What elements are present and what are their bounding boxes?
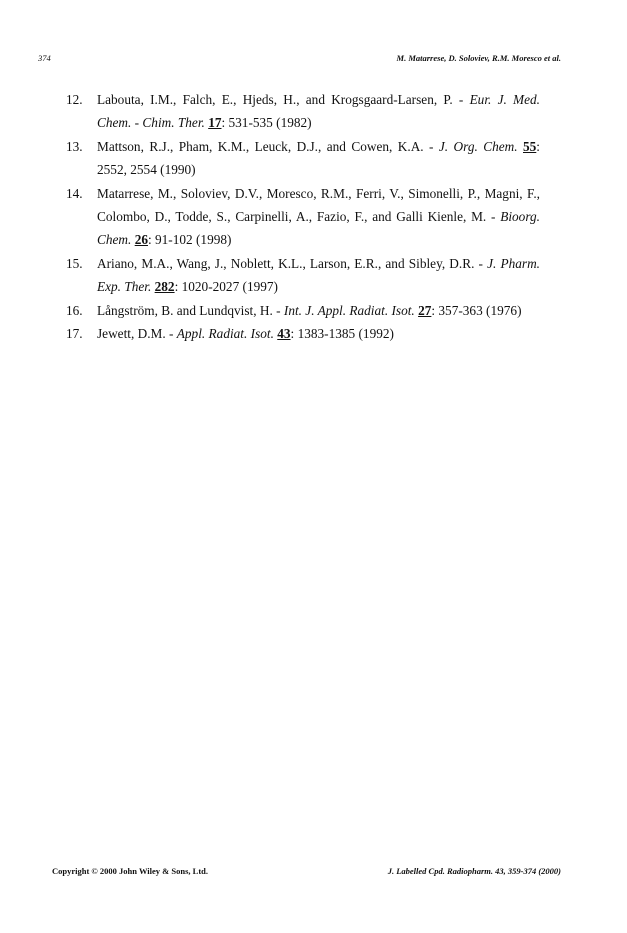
reference-journal: J. Org. Chem. bbox=[438, 138, 518, 154]
reference-journal: Eur. J. Med. Chem. - Chim. Ther. bbox=[97, 92, 541, 131]
reference-volume: 55 bbox=[523, 138, 537, 154]
reference-journal: Appl. Radiat. Isot. bbox=[176, 326, 274, 342]
running-head bbox=[0, 53, 627, 67]
page-number: 374 bbox=[38, 53, 51, 63]
reference-journal: Bioorg. Chem. bbox=[97, 209, 540, 248]
reference-authors: Matarrese, M., Soloviev, D.V., Moresco, R.M., Ferri, V., Simonelli, P., Magni, F., Colombo, D., Todde, S., Carpinelli, A., Fazio, F., and Galli Kienle, M. - bbox=[97, 185, 540, 225]
copyright-notice: Copyright © 2000 John Wiley & Sons, Ltd. bbox=[52, 866, 208, 876]
reference-pages: : 1020-2027 (1997) bbox=[174, 279, 278, 295]
reference-list bbox=[66, 88, 540, 345]
reference-volume: 43 bbox=[277, 326, 291, 342]
reference-pages: : 91-102 (1998) bbox=[147, 232, 232, 248]
reference-pages: : 2552, 2554 (1990) bbox=[97, 138, 540, 178]
reference-number: 16. bbox=[66, 302, 83, 318]
reference-volume: 26 bbox=[134, 232, 148, 248]
reference-item bbox=[66, 182, 540, 252]
reference-authors: Jewett, D.M. - bbox=[97, 326, 177, 342]
reference-volume: 17 bbox=[208, 115, 222, 131]
running-authors: M. Matarrese, D. Soloviev, R.M. Moresco et al. bbox=[396, 53, 561, 63]
reference-authors: Mattson, R.J., Pham, K.M., Leuck, D.J., and Cowen, K.A. - bbox=[97, 138, 439, 154]
reference-item bbox=[66, 299, 540, 322]
reference-pages: : 357-363 (1976) bbox=[431, 302, 522, 318]
reference-volume: 282 bbox=[154, 279, 175, 295]
reference-item bbox=[66, 322, 540, 345]
reference-number: 14. bbox=[66, 185, 83, 201]
reference-number: 13. bbox=[66, 138, 83, 154]
reference-number: 12. bbox=[66, 92, 83, 107]
reference-item bbox=[66, 252, 540, 299]
reference-pages: : 1383-1385 (1992) bbox=[290, 326, 394, 342]
reference-journal: J. Pharm. Exp. Ther. bbox=[97, 255, 541, 295]
reference-pages: : 531-535 (1982) bbox=[221, 115, 312, 131]
reference-volume: 27 bbox=[418, 302, 432, 318]
journal-citation: J. Labelled Cpd. Radiopharm. 43, 359-374 (2000) bbox=[387, 866, 561, 876]
reference-item bbox=[66, 135, 540, 182]
reference-authors: Labouta, I.M., Falch, E., Hjeds, H., and Krogsgaard-Larsen, P. - bbox=[97, 92, 470, 107]
page-footer bbox=[0, 866, 627, 880]
reference-number: 17. bbox=[66, 326, 83, 342]
reference-journal: Int. J. Appl. Radiat. Isot. bbox=[283, 302, 415, 318]
reference-item bbox=[66, 88, 540, 135]
reference-number: 15. bbox=[66, 255, 83, 271]
reference-authors: Ariano, M.A., Wang, J., Noblett, K.L., Larson, E.R., and Sibley, D.R. - bbox=[97, 255, 488, 271]
reference-authors: Långström, B. and Lundqvist, H. - bbox=[97, 302, 284, 318]
